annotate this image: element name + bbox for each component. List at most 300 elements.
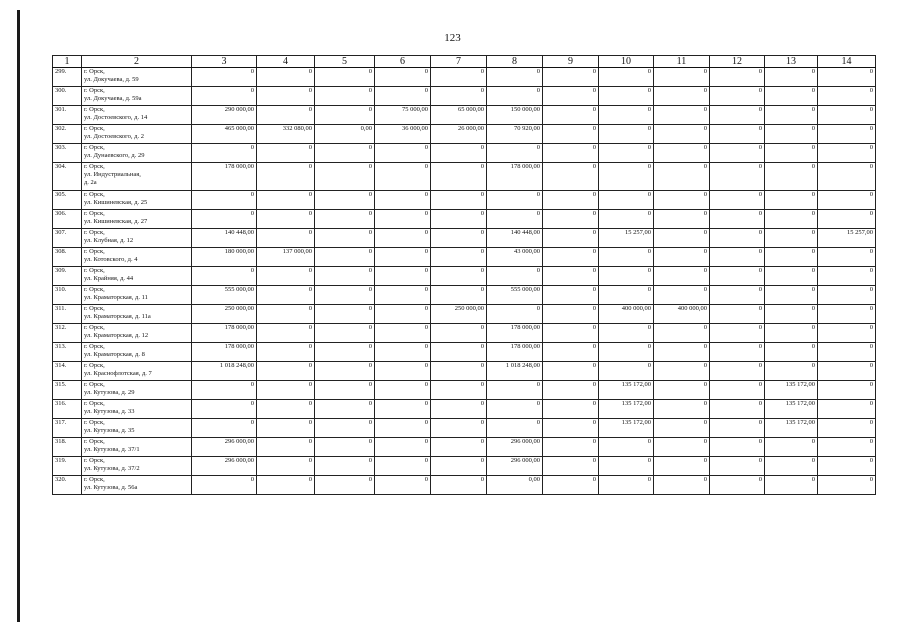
value-cell-col-8: 296 000,00: [487, 457, 543, 476]
address-line: г. Орск,: [84, 68, 105, 75]
table-row: [53, 324, 876, 343]
value-cell-col-4: 0: [257, 68, 315, 87]
address-line: ул. Крайняя, д. 44: [84, 275, 134, 282]
value-cell-col-3: 290 000,00: [192, 106, 257, 125]
value-cell-col-11: 0: [654, 248, 710, 267]
value-cell-col-9: 0: [543, 305, 599, 324]
value-cell-col-10: 0: [599, 248, 654, 267]
value-cell-col-10: 15 257,00: [599, 229, 654, 248]
header-row: [53, 56, 876, 68]
value-cell-col-14: 0: [818, 125, 876, 144]
value-cell-col-3: 0: [192, 476, 257, 495]
value-cell-col-13: 0: [765, 125, 818, 144]
column-header: 1: [53, 56, 82, 68]
value-cell-col-12: 0: [710, 324, 765, 343]
value-cell-col-7: 0: [431, 381, 487, 400]
value-cell-col-3: 250 000,00: [192, 305, 257, 324]
page-number: 123: [444, 32, 461, 44]
column-header: 7: [431, 56, 487, 68]
value-cell-col-10: 0: [599, 267, 654, 286]
value-cell-col-3: 0: [192, 68, 257, 87]
value-cell-col-4: 0: [257, 381, 315, 400]
value-cell-col-4: 0: [257, 210, 315, 229]
row-number: 320.: [53, 476, 82, 495]
value-cell-col-10: 400 000,00: [599, 305, 654, 324]
value-cell-col-9: 0: [543, 87, 599, 106]
value-cell-col-13: 0: [765, 438, 818, 457]
table-row: [53, 210, 876, 229]
value-cell-col-8: 0: [487, 381, 543, 400]
value-cell-col-12: 0: [710, 362, 765, 381]
table-row: [53, 381, 876, 400]
value-cell-col-6: 0: [375, 229, 431, 248]
value-cell-col-9: 0: [543, 106, 599, 125]
address-line: г. Орск,: [84, 144, 105, 151]
value-cell-col-7: 0: [431, 438, 487, 457]
value-cell-col-12: 0: [710, 87, 765, 106]
address-line: ул. Краснофлотская, д. 7: [84, 370, 152, 377]
value-cell-col-5: 0: [315, 248, 375, 267]
value-cell-col-7: 0: [431, 248, 487, 267]
value-cell-col-14: 0: [818, 305, 876, 324]
value-cell-col-5: 0: [315, 476, 375, 495]
value-cell-col-5: 0: [315, 305, 375, 324]
value-cell-col-4: 0: [257, 438, 315, 457]
value-cell-col-11: 0: [654, 438, 710, 457]
value-cell-col-4: 0: [257, 476, 315, 495]
address-line: ул. Кутузова, д. 33: [84, 408, 135, 415]
value-cell-col-14: 0: [818, 267, 876, 286]
value-cell-col-12: 0: [710, 343, 765, 362]
row-number: 315.: [53, 381, 82, 400]
value-cell-col-8: 0: [487, 191, 543, 210]
value-cell-col-3: 1 018 248,00: [192, 362, 257, 381]
value-cell-col-7: 0: [431, 476, 487, 495]
value-cell-col-12: 0: [710, 267, 765, 286]
address-line: ул. Клубная, д. 12: [84, 237, 134, 244]
value-cell-col-5: 0: [315, 362, 375, 381]
address-line: г. Орск,: [84, 248, 105, 255]
address-cell: [82, 191, 192, 210]
value-cell-col-13: 0: [765, 457, 818, 476]
value-cell-col-10: 0: [599, 324, 654, 343]
address-line: г. Орск,: [84, 286, 105, 293]
address-line: ул. Краматорская, д. 11а: [84, 313, 151, 320]
value-cell-col-8: 150 000,00: [487, 106, 543, 125]
address-line: г. Орск,: [84, 438, 105, 445]
table-row: [53, 305, 876, 324]
value-cell-col-7: 0: [431, 229, 487, 248]
value-cell-col-14: 0: [818, 457, 876, 476]
value-cell-col-13: 0: [765, 163, 818, 191]
table-row: [53, 68, 876, 87]
value-cell-col-11: 0: [654, 191, 710, 210]
value-cell-col-8: 43 000,00: [487, 248, 543, 267]
left-margin-bar: [17, 10, 20, 622]
value-cell-col-10: 0: [599, 362, 654, 381]
value-cell-col-13: 135 172,00: [765, 400, 818, 419]
value-cell-col-6: 0: [375, 191, 431, 210]
address-cell: [82, 229, 192, 248]
table-row: [53, 476, 876, 495]
row-number: 303.: [53, 144, 82, 163]
value-cell-col-13: 0: [765, 476, 818, 495]
value-cell-col-5: 0,00: [315, 125, 375, 144]
value-cell-col-4: 0: [257, 267, 315, 286]
value-cell-col-8: 555 000,00: [487, 286, 543, 305]
address-line: г. Орск,: [84, 191, 105, 198]
address-line: ул. Котовского, д. 4: [84, 256, 138, 263]
table-row: [53, 87, 876, 106]
address-cell: [82, 343, 192, 362]
address-cell: [82, 381, 192, 400]
row-number: 316.: [53, 400, 82, 419]
table-body: [53, 68, 876, 495]
value-cell-col-14: 0: [818, 87, 876, 106]
address-cell: [82, 68, 192, 87]
value-cell-col-7: 250 000,00: [431, 305, 487, 324]
address-line: ул. Краматорская, д. 11: [84, 294, 148, 301]
value-cell-col-8: 296 000,00: [487, 438, 543, 457]
value-cell-col-9: 0: [543, 343, 599, 362]
value-cell-col-11: 0: [654, 144, 710, 163]
value-cell-col-13: 0: [765, 191, 818, 210]
row-number: 313.: [53, 343, 82, 362]
column-header: 8: [487, 56, 543, 68]
address-line: г. Орск,: [84, 267, 105, 274]
value-cell-col-9: 0: [543, 229, 599, 248]
value-cell-col-11: 0: [654, 343, 710, 362]
value-cell-col-6: 0: [375, 163, 431, 191]
value-cell-col-5: 0: [315, 87, 375, 106]
table-row: [53, 400, 876, 419]
value-cell-col-8: 0,00: [487, 476, 543, 495]
address-cell: [82, 362, 192, 381]
value-cell-col-14: 0: [818, 400, 876, 419]
value-cell-col-7: 0: [431, 286, 487, 305]
value-cell-col-4: 0: [257, 457, 315, 476]
value-cell-col-4: 0: [257, 229, 315, 248]
value-cell-col-4: 0: [257, 87, 315, 106]
value-cell-col-11: 400 000,00: [654, 305, 710, 324]
value-cell-col-13: 135 172,00: [765, 419, 818, 438]
address-line: ул. Достоевского, д. 2: [84, 133, 144, 140]
table-row: [53, 163, 876, 191]
column-header: 4: [257, 56, 315, 68]
value-cell-col-12: 0: [710, 305, 765, 324]
address-line: г. Орск,: [84, 87, 105, 94]
value-cell-col-5: 0: [315, 324, 375, 343]
address-line: г. Орск,: [84, 229, 105, 236]
value-cell-col-14: 0: [818, 324, 876, 343]
value-cell-col-10: 0: [599, 343, 654, 362]
column-header: 11: [654, 56, 710, 68]
value-cell-col-11: 0: [654, 400, 710, 419]
address-line: г. Орск,: [84, 476, 105, 483]
value-cell-col-6: 0: [375, 343, 431, 362]
value-cell-col-7: 26 000,00: [431, 125, 487, 144]
value-cell-col-12: 0: [710, 163, 765, 191]
value-cell-col-7: 0: [431, 324, 487, 343]
address-line: ул. Достоевского, д. 14: [84, 114, 148, 121]
value-cell-col-10: 0: [599, 476, 654, 495]
value-cell-col-3: 140 448,00: [192, 229, 257, 248]
value-cell-col-11: 0: [654, 210, 710, 229]
table-row: [53, 267, 876, 286]
value-cell-col-11: 0: [654, 476, 710, 495]
value-cell-col-9: 0: [543, 267, 599, 286]
value-cell-col-6: 0: [375, 267, 431, 286]
column-header: 5: [315, 56, 375, 68]
value-cell-col-9: 0: [543, 125, 599, 144]
value-cell-col-5: 0: [315, 267, 375, 286]
row-number: 299.: [53, 68, 82, 87]
value-cell-col-12: 0: [710, 286, 765, 305]
value-cell-col-6: 0: [375, 248, 431, 267]
value-cell-col-14: 0: [818, 210, 876, 229]
address-line: г. Орск,: [84, 419, 105, 426]
value-cell-col-7: 0: [431, 267, 487, 286]
value-cell-col-3: 180 000,00: [192, 248, 257, 267]
value-cell-col-9: 0: [543, 381, 599, 400]
value-cell-col-7: 0: [431, 144, 487, 163]
value-cell-col-6: 0: [375, 381, 431, 400]
value-cell-col-9: 0: [543, 476, 599, 495]
table-row: [53, 419, 876, 438]
value-cell-col-13: 135 172,00: [765, 381, 818, 400]
table-row: [53, 286, 876, 305]
value-cell-col-12: 0: [710, 419, 765, 438]
value-cell-col-12: 0: [710, 438, 765, 457]
value-cell-col-11: 0: [654, 362, 710, 381]
value-cell-col-12: 0: [710, 457, 765, 476]
value-cell-col-5: 0: [315, 191, 375, 210]
value-cell-col-11: 0: [654, 87, 710, 106]
value-cell-col-7: 65 000,00: [431, 106, 487, 125]
value-cell-col-5: 0: [315, 400, 375, 419]
value-cell-col-4: 0: [257, 362, 315, 381]
value-cell-col-10: 0: [599, 68, 654, 87]
value-cell-col-10: 135 172,00: [599, 400, 654, 419]
value-cell-col-6: 0: [375, 144, 431, 163]
value-cell-col-8: 0: [487, 267, 543, 286]
address-cell: [82, 324, 192, 343]
address-line: ул. Кишиневская, д. 25: [84, 199, 148, 206]
value-cell-col-4: 0: [257, 163, 315, 191]
value-cell-col-11: 0: [654, 229, 710, 248]
address-line: г. Орск,: [84, 457, 105, 464]
address-line: ул. Докучаева, д. 59а: [84, 95, 142, 102]
address-line: д. 2а: [84, 179, 97, 186]
value-cell-col-11: 0: [654, 286, 710, 305]
row-number: 318.: [53, 438, 82, 457]
row-number: 311.: [53, 305, 82, 324]
address-cell: [82, 163, 192, 191]
value-cell-col-5: 0: [315, 343, 375, 362]
address-cell: [82, 400, 192, 419]
address-cell: [82, 457, 192, 476]
value-cell-col-6: 0: [375, 362, 431, 381]
value-cell-col-6: 0: [375, 457, 431, 476]
table-row: [53, 144, 876, 163]
row-number: 310.: [53, 286, 82, 305]
value-cell-col-5: 0: [315, 438, 375, 457]
row-number: 319.: [53, 457, 82, 476]
value-cell-col-7: 0: [431, 457, 487, 476]
address-line: г. Орск,: [84, 381, 105, 388]
value-cell-col-5: 0: [315, 286, 375, 305]
value-cell-col-8: 178 000,00: [487, 163, 543, 191]
row-number: 308.: [53, 248, 82, 267]
value-cell-col-5: 0: [315, 144, 375, 163]
value-cell-col-4: 332 080,00: [257, 125, 315, 144]
value-cell-col-13: 0: [765, 286, 818, 305]
value-cell-col-3: 0: [192, 419, 257, 438]
value-cell-col-10: 0: [599, 144, 654, 163]
address-line: г. Орск,: [84, 106, 105, 113]
address-line: ул. Краматорская, д. 12: [84, 332, 149, 339]
row-number: 309.: [53, 267, 82, 286]
value-cell-col-11: 0: [654, 125, 710, 144]
row-number: 301.: [53, 106, 82, 125]
table-row: [53, 438, 876, 457]
address-cell: [82, 286, 192, 305]
value-cell-col-6: 75 000,00: [375, 106, 431, 125]
value-cell-col-4: 0: [257, 419, 315, 438]
value-cell-col-8: 0: [487, 87, 543, 106]
value-cell-col-6: 0: [375, 286, 431, 305]
value-cell-col-4: 0: [257, 286, 315, 305]
value-cell-col-7: 0: [431, 343, 487, 362]
address-line: г. Орск,: [84, 324, 105, 331]
value-cell-col-13: 0: [765, 267, 818, 286]
value-cell-col-13: 0: [765, 229, 818, 248]
address-line: г. Орск,: [84, 400, 105, 407]
value-cell-col-12: 0: [710, 125, 765, 144]
value-cell-col-8: 0: [487, 210, 543, 229]
address-cell: [82, 248, 192, 267]
value-cell-col-9: 0: [543, 210, 599, 229]
row-number: 307.: [53, 229, 82, 248]
address-cell: [82, 267, 192, 286]
value-cell-col-10: 0: [599, 286, 654, 305]
value-cell-col-8: 0: [487, 68, 543, 87]
column-header: 9: [543, 56, 599, 68]
value-cell-col-4: 0: [257, 144, 315, 163]
value-cell-col-3: 465 000,00: [192, 125, 257, 144]
column-header: 12: [710, 56, 765, 68]
value-cell-col-5: 0: [315, 163, 375, 191]
value-cell-col-14: 0: [818, 343, 876, 362]
value-cell-col-12: 0: [710, 191, 765, 210]
value-cell-col-6: 0: [375, 305, 431, 324]
row-number: 312.: [53, 324, 82, 343]
table-row: [53, 248, 876, 267]
value-cell-col-11: 0: [654, 267, 710, 286]
value-cell-col-5: 0: [315, 457, 375, 476]
value-cell-col-14: 0: [818, 248, 876, 267]
value-cell-col-3: 296 000,00: [192, 438, 257, 457]
address-line: ул. Индустриальная,: [84, 171, 141, 178]
value-cell-col-7: 0: [431, 87, 487, 106]
value-cell-col-14: 0: [818, 106, 876, 125]
table-row: [53, 343, 876, 362]
value-cell-col-6: 0: [375, 419, 431, 438]
value-cell-col-14: 0: [818, 381, 876, 400]
value-cell-col-4: 0: [257, 191, 315, 210]
value-cell-col-9: 0: [543, 191, 599, 210]
value-cell-col-8: 140 448,00: [487, 229, 543, 248]
value-cell-col-5: 0: [315, 419, 375, 438]
value-cell-col-6: 0: [375, 68, 431, 87]
value-cell-col-13: 0: [765, 210, 818, 229]
address-line: ул. Кутузова, д. 37/1: [84, 446, 140, 453]
value-cell-col-12: 0: [710, 248, 765, 267]
value-cell-col-6: 0: [375, 438, 431, 457]
address-line: г. Орск,: [84, 362, 105, 369]
value-cell-col-3: 0: [192, 191, 257, 210]
row-number: 317.: [53, 419, 82, 438]
address-line: ул. Кутузова, д. 56а: [84, 484, 138, 491]
value-cell-col-3: 0: [192, 144, 257, 163]
value-cell-col-5: 0: [315, 229, 375, 248]
value-cell-col-10: 0: [599, 210, 654, 229]
column-header: 6: [375, 56, 431, 68]
column-header: 3: [192, 56, 257, 68]
value-cell-col-3: 0: [192, 87, 257, 106]
value-cell-col-12: 0: [710, 106, 765, 125]
value-cell-col-14: 15 257,00: [818, 229, 876, 248]
value-cell-col-3: 296 000,00: [192, 457, 257, 476]
value-cell-col-10: 0: [599, 191, 654, 210]
value-cell-col-3: 0: [192, 267, 257, 286]
value-cell-col-5: 0: [315, 381, 375, 400]
row-number: 306.: [53, 210, 82, 229]
value-cell-col-8: 0: [487, 419, 543, 438]
table-row: [53, 191, 876, 210]
value-cell-col-13: 0: [765, 324, 818, 343]
value-cell-col-12: 0: [710, 400, 765, 419]
value-cell-col-7: 0: [431, 68, 487, 87]
row-number: 304.: [53, 163, 82, 191]
value-cell-col-12: 0: [710, 68, 765, 87]
value-cell-col-11: 0: [654, 68, 710, 87]
value-cell-col-9: 0: [543, 163, 599, 191]
value-cell-col-6: 36 000,00: [375, 125, 431, 144]
value-cell-col-8: 70 920,00: [487, 125, 543, 144]
value-cell-col-10: 135 172,00: [599, 381, 654, 400]
value-cell-col-14: 0: [818, 163, 876, 191]
value-cell-col-4: 0: [257, 305, 315, 324]
table-row: [53, 457, 876, 476]
value-cell-col-12: 0: [710, 381, 765, 400]
value-cell-col-9: 0: [543, 144, 599, 163]
address-cell: [82, 438, 192, 457]
value-cell-col-4: 0: [257, 324, 315, 343]
value-cell-col-14: 0: [818, 362, 876, 381]
row-number: 300.: [53, 87, 82, 106]
value-cell-col-8: 178 000,00: [487, 343, 543, 362]
table-row: [53, 125, 876, 144]
row-number: 302.: [53, 125, 82, 144]
value-cell-col-6: 0: [375, 400, 431, 419]
value-cell-col-7: 0: [431, 400, 487, 419]
value-cell-col-14: 0: [818, 68, 876, 87]
data-table: [52, 55, 876, 495]
value-cell-col-9: 0: [543, 438, 599, 457]
value-cell-col-4: 0: [257, 343, 315, 362]
value-cell-col-14: 0: [818, 438, 876, 457]
